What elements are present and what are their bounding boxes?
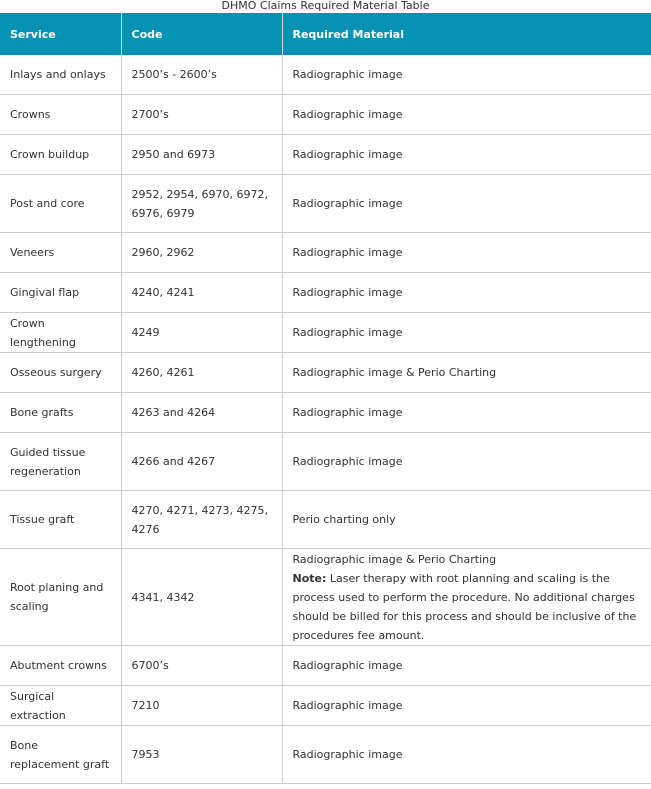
table-row: [0, 353, 651, 393]
service-cell: Surgical extraction: [0, 686, 121, 726]
table-row: [0, 726, 651, 784]
material-cell: Radiographic image: [282, 313, 651, 353]
service-cell: Root planing and scaling: [0, 549, 121, 646]
service-cell: Crowns: [0, 95, 121, 135]
header-code: Code: [121, 13, 282, 55]
code-cell: 6700’s: [121, 646, 282, 686]
code-cell: 4266 and 4267: [121, 433, 282, 491]
material-cell: Radiographic image: [282, 273, 651, 313]
table-row: [0, 433, 651, 491]
service-cell: Inlays and onlays: [0, 55, 121, 95]
table-row: [0, 135, 651, 175]
material-cell: Radiographic image: [282, 393, 651, 433]
material-cell: Radiographic image: [282, 233, 651, 273]
material-cell: Radiographic image: [282, 686, 651, 726]
material-cell: Radiographic image: [282, 95, 651, 135]
note-label: Note:: [292, 571, 327, 585]
code-cell: 7210: [121, 686, 282, 726]
table-row: [0, 491, 651, 549]
table-row: [0, 549, 651, 646]
header-service: Service: [0, 13, 121, 55]
material-cell: Radiographic image: [282, 433, 651, 491]
material-cell: Radiographic image & Perio Charting: [282, 353, 651, 393]
table-header-row: [0, 13, 651, 55]
code-cell: 7953: [121, 726, 282, 784]
code-cell: 2952, 2954, 6970, 6972, 6976, 6979: [121, 175, 282, 233]
table-row: [0, 646, 651, 686]
material-cell: Radiographic image: [282, 646, 651, 686]
service-cell: Gingival flap: [0, 273, 121, 313]
code-cell: 4240, 4241: [121, 273, 282, 313]
table-row: [0, 95, 651, 135]
code-cell: 2700’s: [121, 95, 282, 135]
code-cell: 4260, 4261: [121, 353, 282, 393]
table-row: [0, 686, 651, 726]
material-cell: Radiographic image: [282, 55, 651, 95]
table-row: [0, 393, 651, 433]
service-cell: Guided tissue regeneration: [0, 433, 121, 491]
required-material-table: [0, 13, 651, 784]
code-cell: 2950 and 6973: [121, 135, 282, 175]
table-row: [0, 233, 651, 273]
material-cell: Perio charting only: [282, 491, 651, 549]
service-cell: Post and core: [0, 175, 121, 233]
header-required-material: Required Material: [282, 13, 651, 55]
code-cell: 4341, 4342: [121, 549, 282, 646]
service-cell: Veneers: [0, 233, 121, 273]
material-cell: Radiographic image: [282, 726, 651, 784]
note-text: Laser therapy with root planning and scaling is the process used to perform the procedure. No additional charges should be billed for this process and should be inclusive of the procedures fee amount.: [292, 571, 637, 642]
code-cell: 2960, 2962: [121, 233, 282, 273]
table-row: [0, 313, 651, 353]
service-cell: Tissue graft: [0, 491, 121, 549]
code-cell: 2500’s - 2600’s: [121, 55, 282, 95]
code-cell: 4270, 4271, 4273, 4275, 4276: [121, 491, 282, 549]
table-row: [0, 273, 651, 313]
material-cell: Radiographic image: [282, 175, 651, 233]
table-row: [0, 55, 651, 95]
material-cell: Radiographic image: [282, 135, 651, 175]
code-cell: 4263 and 4264: [121, 393, 282, 433]
service-cell: Crown lengthening: [0, 313, 121, 353]
service-cell: Crown buildup: [0, 135, 121, 175]
service-cell: Bone grafts: [0, 393, 121, 433]
material-cell: [282, 549, 651, 646]
service-cell: Abutment crowns: [0, 646, 121, 686]
service-cell: Bone replacement graft: [0, 726, 121, 784]
material-note: [293, 569, 642, 645]
code-cell: 4249: [121, 313, 282, 353]
table-caption: DHMO Claims Required Material Table: [221, 0, 430, 12]
table-row: [0, 175, 651, 233]
service-cell: Osseous surgery: [0, 353, 121, 393]
material-text: Radiographic image & Perio Charting: [292, 552, 497, 566]
